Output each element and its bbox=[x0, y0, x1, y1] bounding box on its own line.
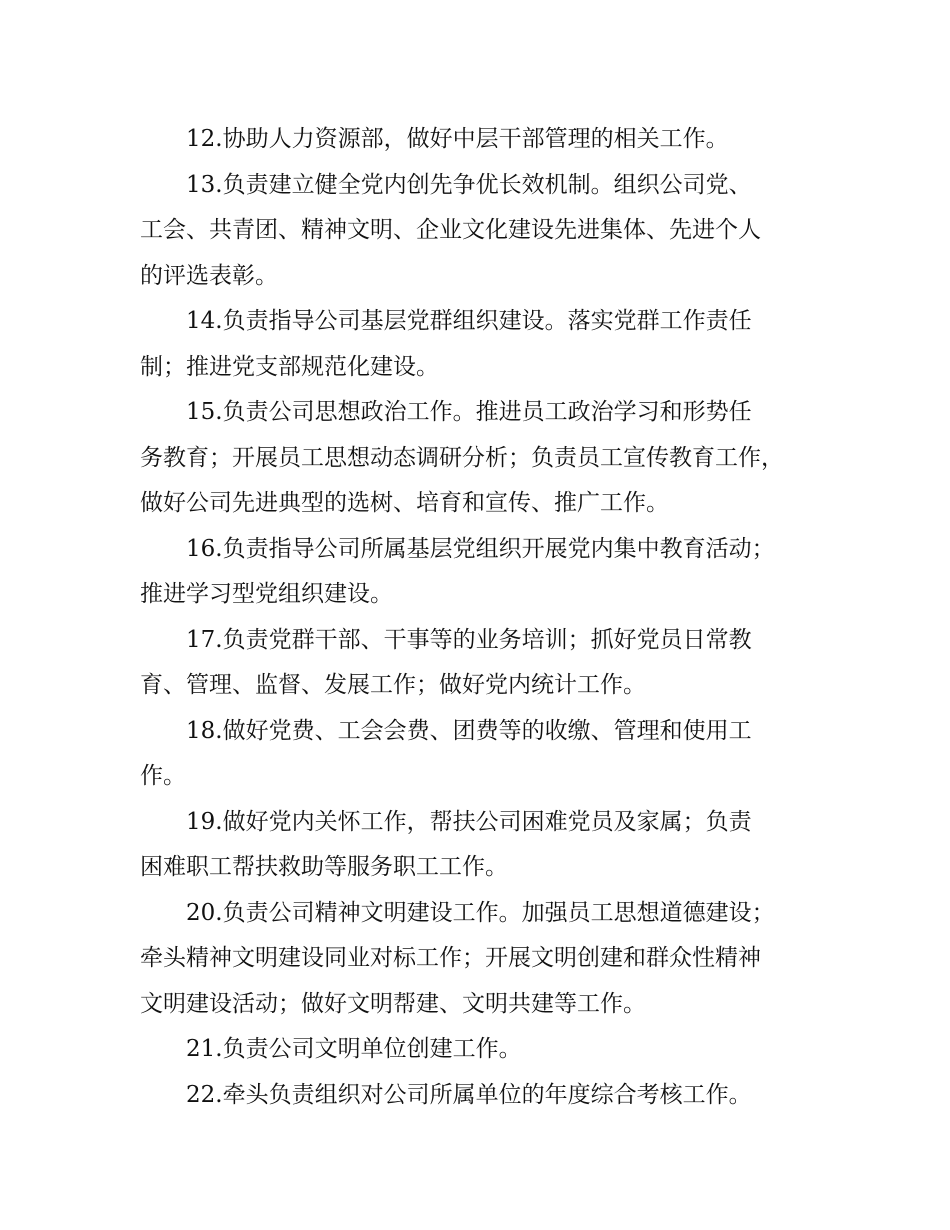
text-line: 15.负责公司思想政治工作。推进员工政治学习和形势任 bbox=[186, 399, 752, 425]
text-line: 的评选表彰。 bbox=[140, 262, 278, 289]
text-line: 推进学习型党组织建设。 bbox=[140, 581, 393, 607]
text-line: 22.牵头负责组织对公司所属单位的年度综合考核工作。 bbox=[186, 1081, 752, 1108]
text-line: 制；推进党支部规范化建设。 bbox=[140, 353, 439, 380]
text-line: 16.负责指导公司所属基层党组织开展党内集中教育活动； bbox=[186, 535, 775, 562]
text-line: 工会、共青团、精神文明、企业文化建设先进集体、先进个人 bbox=[140, 217, 761, 243]
text-line: 21.负责公司文明单位创建工作。 bbox=[186, 1036, 522, 1062]
text-line: 作。 bbox=[140, 763, 186, 789]
text-line: 19.做好党内关怀工作，帮扶公司困难党员及家属；负责 bbox=[186, 808, 752, 835]
text-line: 困难职工帮扶救助等服务职工工作。 bbox=[140, 854, 508, 880]
text-line: 牵头精神文明建设同业对标工作；开展文明创建和群众性精神 bbox=[140, 945, 761, 971]
text-line: 20.负责公司精神文明建设工作。加强员工思想道德建设； bbox=[186, 899, 775, 926]
text-line: 13.负责建立健全党内创先争优长效机制。组织公司党、 bbox=[186, 171, 752, 198]
document-page bbox=[140, 117, 830, 1118]
text-line: 做好公司先进典型的选树、培育和宣传、推广工作。 bbox=[140, 490, 669, 516]
text-line: 务教育；开展员工思想动态调研分析；负责员工宣传教育工作， bbox=[140, 444, 784, 471]
text-line: 12.协助人力资源部，做好中层干部管理的相关工作。 bbox=[186, 126, 729, 152]
text-line: 18.做好党费、工会会费、团费等的收缴、管理和使用工 bbox=[186, 717, 752, 744]
text-line: 17.负责党群干部、干事等的业务培训；抓好党员日常教 bbox=[186, 626, 752, 653]
text-line: 育、管理、监督、发展工作；做好党内统计工作。 bbox=[140, 672, 646, 698]
text-line: 文明建设活动；做好文明帮建、文明共建等工作。 bbox=[140, 990, 646, 1017]
text-line: 14.负责指导公司基层党群组织建设。落实党群工作责任 bbox=[186, 308, 752, 334]
